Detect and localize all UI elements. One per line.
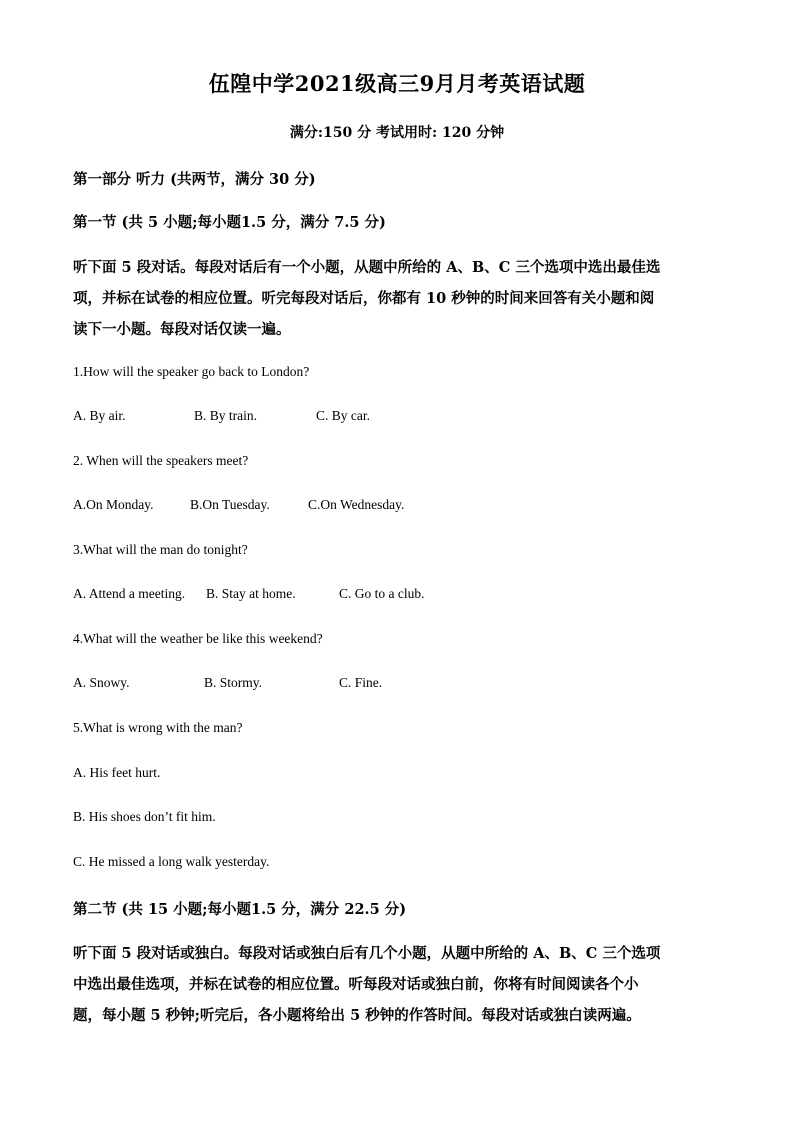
option-c: C. By car. xyxy=(316,408,370,423)
part1-heading: 第一部分 听力 (共两节，满分 30 分) xyxy=(73,171,316,188)
option-c: C. Go to a club. xyxy=(339,586,425,601)
question-stem: 5.What is wrong with the man? xyxy=(73,720,243,735)
option-a: A. Snowy. xyxy=(73,675,130,690)
option-b: B. Stormy. xyxy=(204,675,263,690)
section2-heading: 第二节 (共 15 小题;每小题1.5 分，满分 22.5 分) xyxy=(73,901,407,918)
option-a: A.On Monday. xyxy=(73,497,154,512)
question-stem: 1.How will the speaker go back to London? xyxy=(73,364,310,379)
section1-heading: 第一节 (共 5 小题;每小题1.5 分，满分 7.5 分) xyxy=(73,214,386,231)
section2-instruction-line: 中选出最佳选项，并标在试卷的相应位置。听每段对话或独白前，你将有时间阅读各个小 xyxy=(73,976,639,993)
option-a: A. His feet hurt. xyxy=(73,765,161,780)
option-b: B. By train. xyxy=(194,408,257,423)
section2-instruction-line: 听下面 5 段对话或独白。每段对话或独白后有几个小题，从题中所给的 A、B、C 三个选项 xyxy=(73,945,661,962)
option-b: B. Stay at home. xyxy=(206,586,296,601)
option-c: C.On Wednesday. xyxy=(308,497,405,512)
section1-instruction-line: 听下面 5 段对话。每段对话后有一个小题，从题中所给的 A、B、C 三个选项中选出最佳选 xyxy=(73,259,661,276)
question-stem: 4.What will the weather be like this weekend? xyxy=(73,631,323,646)
option-a: A. By air. xyxy=(73,408,126,423)
section1-instruction-line: 读下一小题。每段对话仅读一遍。 xyxy=(73,321,291,338)
section1-instruction-line: 项，并标在试卷的相应位置。听完每段对话后，你都有 10 秒钟的时间来回答有关小题和阅 xyxy=(73,290,655,307)
option-b: B. His shoes don’t fit him. xyxy=(73,809,216,824)
exam-title: 伍隍中学2021级高三9月月考英语试题 xyxy=(208,71,586,96)
section2-instruction-line: 题，每小题 5 秒钟;听完后，各小题将给出 5 秒钟的作答时间。每段对话或独白读两遍。 xyxy=(73,1007,641,1024)
question-stem: 3.What will the man do tonight? xyxy=(73,542,248,557)
option-a: A. Attend a meeting. xyxy=(73,586,186,601)
option-c: C. Fine. xyxy=(339,675,383,690)
question-stem: 2. When will the speakers meet? xyxy=(73,453,249,468)
exam-subtitle: 满分:150 分 考试用时: 120 分钟 xyxy=(289,125,505,141)
option-c: C. He missed a long walk yesterday. xyxy=(73,854,270,869)
option-b: B.On Tuesday. xyxy=(190,497,270,512)
